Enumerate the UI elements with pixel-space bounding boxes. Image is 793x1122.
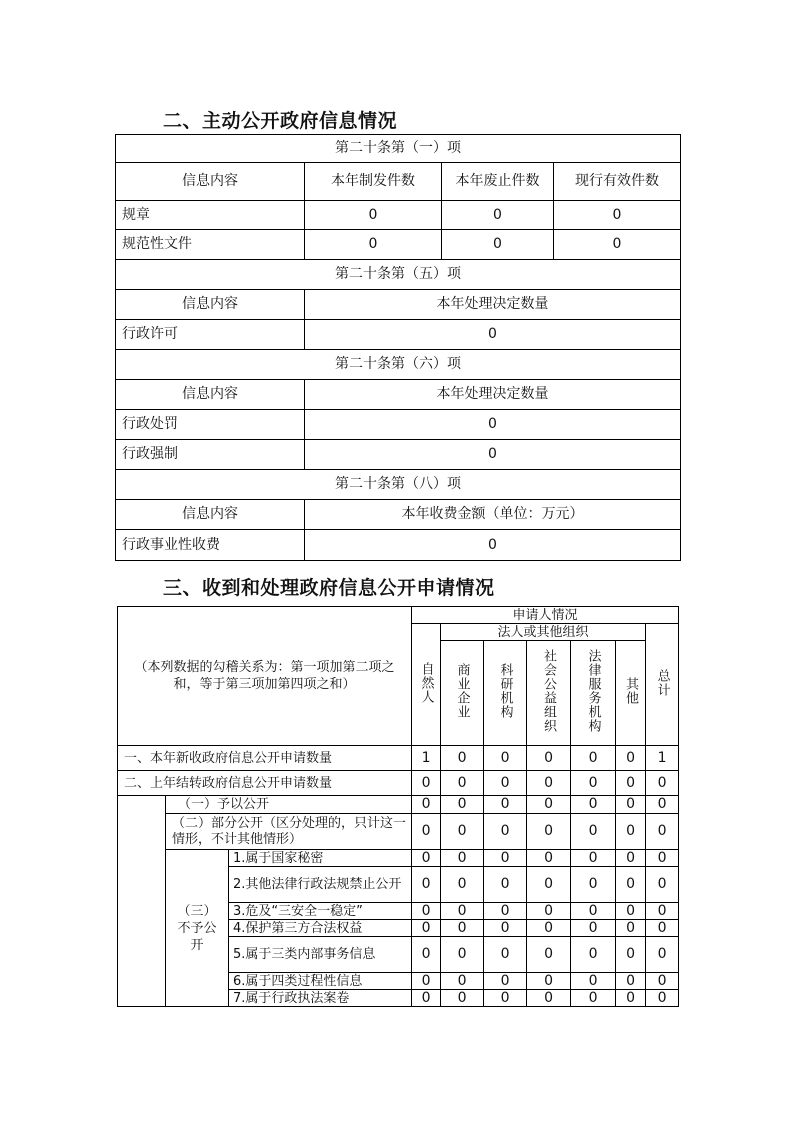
value-cell: 0 xyxy=(305,410,681,440)
column-header: 科研机构 xyxy=(484,641,527,746)
value-cell: 0 xyxy=(527,973,571,990)
value-cell: 0 xyxy=(527,796,571,814)
column-header: 总计 xyxy=(646,624,679,746)
header-cell: 信息内容 xyxy=(116,163,305,201)
header-cell: 本年制发件数 xyxy=(305,163,442,201)
row-label: 2.其他法律行政法规禁止公开 xyxy=(229,867,412,903)
value-cell: 0 xyxy=(554,230,681,260)
value-cell: 0 xyxy=(484,796,527,814)
not-public-label: （三）不予公开 xyxy=(166,850,229,1007)
applicant-header: 申请人情况 xyxy=(412,607,679,624)
value-cell: 0 xyxy=(484,973,527,990)
row-label: 6.属于四类过程性信息 xyxy=(229,973,412,990)
value-cell: 0 xyxy=(412,796,441,814)
row-label: 7.属于行政执法案卷 xyxy=(229,990,412,1007)
value-cell: 0 xyxy=(484,867,527,903)
value-cell: 0 xyxy=(441,937,484,973)
header-cell: 信息内容 xyxy=(116,380,305,410)
value-cell: 0 xyxy=(646,937,679,973)
value-cell: 0 xyxy=(646,920,679,937)
value-cell: 0 xyxy=(527,937,571,973)
value-cell: 0 xyxy=(646,814,679,850)
value-cell: 0 xyxy=(441,850,484,867)
value-cell: 0 xyxy=(305,530,681,561)
value-cell: 0 xyxy=(527,850,571,867)
value-cell: 0 xyxy=(305,440,681,470)
row-label: 一、本年新收政府信息公开申请数量 xyxy=(118,746,412,771)
value-cell: 0 xyxy=(484,771,527,796)
value-cell: 0 xyxy=(412,973,441,990)
value-cell: 0 xyxy=(571,746,616,771)
header-cell: 本年收费金额（单位：万元） xyxy=(305,500,681,530)
column-header: 自然人 xyxy=(412,624,441,746)
value-cell: 0 xyxy=(616,990,646,1007)
value-cell: 0 xyxy=(571,771,616,796)
value-cell: 0 xyxy=(412,990,441,1007)
value-cell: 0 xyxy=(527,814,571,850)
value-cell: 0 xyxy=(616,746,646,771)
row-label: 规章 xyxy=(116,201,305,230)
value-cell: 0 xyxy=(571,973,616,990)
row-label: 5.属于三类内部事务信息 xyxy=(229,937,412,973)
value-cell: 0 xyxy=(441,814,484,850)
value-cell: 0 xyxy=(305,230,442,260)
value-cell: 0 xyxy=(412,937,441,973)
value-cell: 0 xyxy=(441,867,484,903)
corner-note: （本列数据的勾稽关系为：第一项加第二项之和，等于第三项加第四项之和） xyxy=(118,607,412,746)
value-cell: 0 xyxy=(412,814,441,850)
value-cell: 1 xyxy=(412,746,441,771)
value-cell: 0 xyxy=(646,850,679,867)
value-cell: 0 xyxy=(616,814,646,850)
requests-table xyxy=(117,606,679,1007)
value-cell: 0 xyxy=(442,201,554,230)
value-cell: 0 xyxy=(527,903,571,920)
value-cell: 0 xyxy=(441,746,484,771)
block-title: 第二十条第（五）项 xyxy=(116,260,681,290)
value-cell: 0 xyxy=(616,920,646,937)
header-cell: 本年处理决定数量 xyxy=(305,380,681,410)
column-header: 商业企业 xyxy=(441,641,484,746)
value-cell: 0 xyxy=(484,990,527,1007)
value-cell: 0 xyxy=(412,850,441,867)
value-cell: 0 xyxy=(571,903,616,920)
row-label: 规范性文件 xyxy=(116,230,305,260)
row-label: （一）予以公开 xyxy=(166,796,412,814)
value-cell: 0 xyxy=(441,990,484,1007)
row-label: 行政许可 xyxy=(116,320,305,350)
row-label: 行政事业性收费 xyxy=(116,530,305,561)
value-cell: 0 xyxy=(571,850,616,867)
block-title: 第二十条第（八）项 xyxy=(116,470,681,500)
value-cell: 0 xyxy=(646,973,679,990)
header-cell: 本年废止件数 xyxy=(442,163,554,201)
row-label: 行政处罚 xyxy=(116,410,305,440)
block-title: 第二十条第（六）项 xyxy=(116,350,681,380)
value-cell: 0 xyxy=(616,937,646,973)
section-heading-requests: 三、收到和处理政府信息公开申请情况 xyxy=(163,577,495,599)
value-cell: 0 xyxy=(441,903,484,920)
value-cell: 0 xyxy=(484,937,527,973)
value-cell: 0 xyxy=(527,867,571,903)
value-cell: 0 xyxy=(616,850,646,867)
block-title: 第二十条第（一）项 xyxy=(116,135,681,163)
value-cell: 0 xyxy=(305,320,681,350)
value-cell: 0 xyxy=(616,973,646,990)
row-label: 行政强制 xyxy=(116,440,305,470)
row-label: （二）部分公开（区分处理的，只计这一情形，不计其他情形） xyxy=(166,814,412,850)
value-cell: 0 xyxy=(571,920,616,937)
column-header: 其他 xyxy=(616,641,646,746)
header-cell: 现行有效件数 xyxy=(554,163,681,201)
value-cell: 0 xyxy=(412,903,441,920)
value-cell: 0 xyxy=(554,201,681,230)
header-cell: 信息内容 xyxy=(116,290,305,320)
column-header: 社会公益组织 xyxy=(527,641,571,746)
value-cell: 0 xyxy=(305,201,442,230)
value-cell: 0 xyxy=(616,867,646,903)
value-cell: 0 xyxy=(484,746,527,771)
value-cell: 0 xyxy=(442,230,554,260)
value-cell: 0 xyxy=(616,903,646,920)
value-cell: 0 xyxy=(484,814,527,850)
value-cell: 0 xyxy=(527,990,571,1007)
value-cell: 0 xyxy=(646,867,679,903)
value-cell: 0 xyxy=(441,796,484,814)
value-cell: 0 xyxy=(412,867,441,903)
value-cell: 0 xyxy=(527,746,571,771)
section-heading-active-disclosure: 二、主动公开政府信息情况 xyxy=(163,110,398,132)
value-cell: 0 xyxy=(441,771,484,796)
value-cell: 0 xyxy=(571,796,616,814)
value-cell: 0 xyxy=(646,771,679,796)
value-cell: 0 xyxy=(484,850,527,867)
header-cell: 信息内容 xyxy=(116,500,305,530)
row-label: 1.属于国家秘密 xyxy=(229,850,412,867)
value-cell: 0 xyxy=(571,814,616,850)
value-cell: 0 xyxy=(646,990,679,1007)
value-cell: 0 xyxy=(571,937,616,973)
value-cell: 0 xyxy=(484,920,527,937)
row-label: 4.保护第三方合法权益 xyxy=(229,920,412,937)
value-cell: 1 xyxy=(646,746,679,771)
results-group-cell xyxy=(118,796,166,1007)
value-cell: 0 xyxy=(527,920,571,937)
legal-entity-header: 法人或其他组织 xyxy=(441,624,646,641)
value-cell: 0 xyxy=(646,796,679,814)
value-cell: 0 xyxy=(571,990,616,1007)
value-cell: 0 xyxy=(616,771,646,796)
value-cell: 0 xyxy=(412,920,441,937)
value-cell: 0 xyxy=(571,867,616,903)
value-cell: 0 xyxy=(441,973,484,990)
value-cell: 0 xyxy=(441,920,484,937)
value-cell: 0 xyxy=(527,771,571,796)
active-disclosure-table xyxy=(115,134,681,561)
value-cell: 0 xyxy=(646,903,679,920)
value-cell: 0 xyxy=(484,903,527,920)
value-cell: 0 xyxy=(616,796,646,814)
value-cell: 0 xyxy=(412,771,441,796)
header-cell: 本年处理决定数量 xyxy=(305,290,681,320)
column-header: 法律服务机构 xyxy=(571,641,616,746)
row-label: 二、上年结转政府信息公开申请数量 xyxy=(118,771,412,796)
row-label: 3.危及“三安全一稳定” xyxy=(229,903,412,920)
